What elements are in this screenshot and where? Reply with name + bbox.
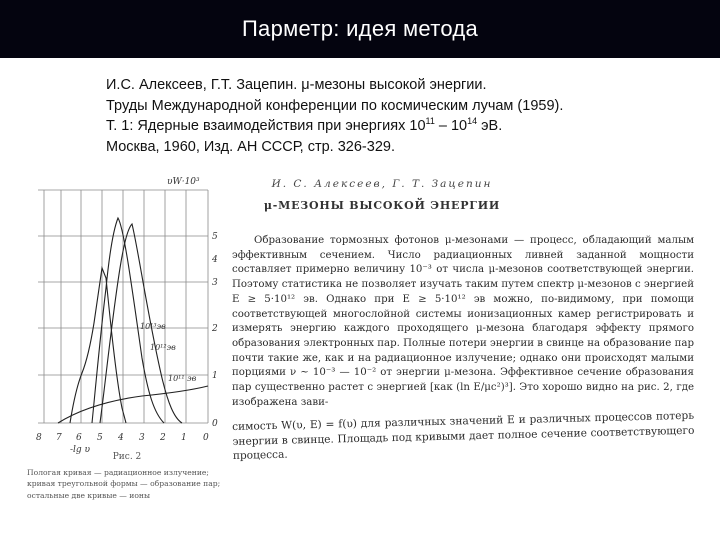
x-tick-label: 5: [97, 433, 103, 443]
citation-text: Т. 1: Ядерные взаимодействия при энергиях 10: [106, 118, 426, 134]
citation-line: И.С. Алексеев, Г.Т. Зацепин. μ-мезоны высокой энергии.: [106, 77, 487, 93]
x-tick-label: 8: [36, 433, 42, 443]
y-tick-label: 0: [212, 419, 218, 429]
slide-title-bar: [0, 0, 720, 58]
y-tick-label: 1: [212, 371, 218, 381]
x-tick-label: 4: [118, 433, 124, 443]
scanned-article: [232, 178, 700, 508]
figure-caption-text: Пологая кривая — радиационное излучение; кривая треугольной формы — образование пар; остальные две кривые — ионы: [27, 467, 221, 500]
figure-graph: [22, 168, 232, 458]
figure-caption: [27, 452, 227, 501]
citation-text: – 10: [434, 118, 468, 134]
curve-label: 10¹³эв: [140, 322, 166, 331]
x-tick-label: 0: [203, 433, 209, 443]
x-tick-label: 3: [139, 433, 145, 443]
article-ending: симость W(υ, E) = f(υ) для различных значений E и различных процессов потерь энергии в свинце. Площадь под кривыми дает полное сечение соответствующего процесса.: [232, 410, 695, 463]
y-axis-label: υW·10³: [167, 177, 200, 187]
scanned-figure: [22, 168, 232, 536]
y-tick-label: 4: [212, 255, 218, 265]
x-tick-label: 1: [181, 433, 187, 443]
citation-exponent: 11: [425, 116, 435, 126]
x-tick-label: 2: [160, 433, 166, 443]
citation-exponent: 14: [467, 116, 478, 126]
article-body: [232, 234, 694, 410]
slide-title: Парметр: идея метода: [241, 16, 479, 41]
citation-line: [106, 116, 706, 137]
x-tick-label: 7: [56, 433, 62, 443]
citation-block: [106, 75, 706, 157]
article-authors: И. С. Алексеев, Г. Т. Зацепин: [271, 178, 493, 190]
citation-line: Москва, 1960, Изд. АН СССР, стр. 326-329.: [106, 138, 395, 155]
citation-line: Труды Международной конференции по космическим лучам (1959).: [106, 97, 564, 114]
article-body-text: Образование тормозных фотонов μ-мезонами — процесс, обладающий малым эффективным сечением. Число радиационных ливней заданной мощности составляет примерно величину 10⁻³ от числа μ-мезонов соответствующей энергии. Поэтому статистика не позволяет изучать таким путем спектр μ-мезонов с энергией E ≥ 5·10¹² эв. Однако при E ≥ 5·10¹² эв можно, по-видимому, при помощи соответствующей многослойной системы ионизационных камер регистрировать и измерять энергию каждого проходящего μ-мезона благодаря эффекту прямого образования электронных пар. Полные потери энергии в свинце на образование пар почти такие же, как и на радиационное излучение; однако они происходят малыми порциями ν ~ 10⁻³ — 10⁻² от энергии μ-мезона. Эффективное сечение образования пар существенно растет с энергией [как (ln E/μc²)³]. Это хорошо видно на рис. 2, где изображена зави-: [232, 235, 694, 408]
article-title: μ-МЕЗОНЫ ВЫСОКОЙ ЭНЕРГИИ: [263, 199, 501, 212]
figure-caption-title: Рис. 2: [112, 452, 142, 462]
x-tick-label: 6: [76, 433, 82, 443]
curve-label: 10¹²эв: [150, 343, 176, 352]
y-tick-label: 3: [212, 278, 218, 288]
y-tick-label: 5: [212, 232, 218, 242]
curve-label: 10¹¹ эв: [168, 374, 197, 383]
x-axis-label: -lg υ: [70, 445, 91, 455]
y-tick-label: 2: [212, 324, 218, 334]
citation-text: эВ.: [477, 118, 503, 134]
